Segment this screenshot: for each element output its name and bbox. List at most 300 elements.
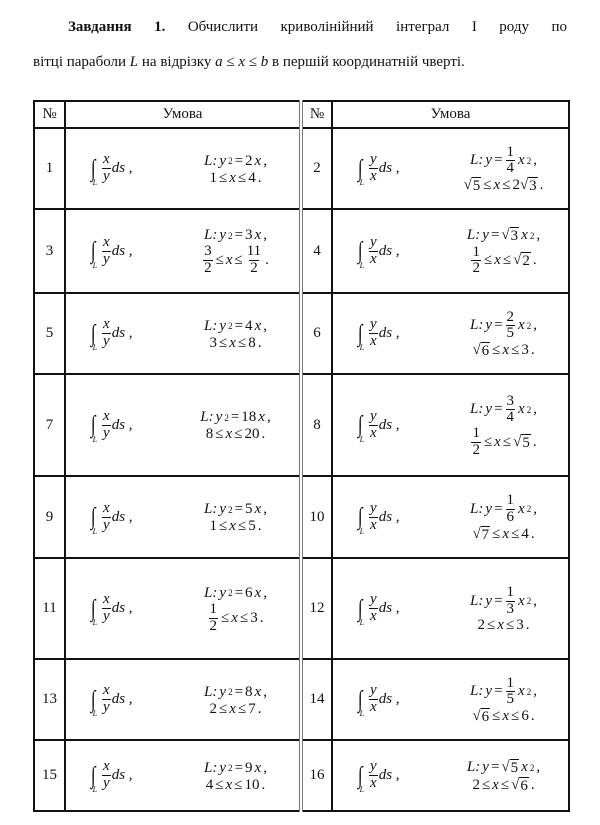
math-value (245, 585, 253, 602)
denominator: x (370, 516, 377, 533)
differential: ds , (111, 416, 133, 433)
le-sign: ≤ (511, 708, 520, 725)
math-value (505, 310, 517, 343)
punctuation: , (533, 317, 537, 334)
fraction (369, 235, 378, 268)
math-value (244, 777, 259, 794)
integral-sign: ∫ (357, 155, 363, 182)
number: 4 (521, 525, 529, 542)
punctuation: . (539, 177, 544, 194)
denominator: 2 (472, 260, 480, 277)
curve-condition (439, 753, 568, 798)
punctuation: , (536, 759, 541, 776)
denominator: 3 (506, 600, 515, 617)
denominator: 2 (250, 260, 258, 276)
denominator: 5 (506, 691, 515, 708)
exponent: 2 (228, 230, 233, 241)
math-value (245, 684, 253, 701)
math-value (505, 394, 517, 427)
equals: = (494, 401, 503, 418)
interval (464, 177, 544, 195)
variable: y (219, 683, 227, 700)
punctuation: , (533, 152, 537, 169)
math-value (248, 335, 256, 352)
equals: = (494, 500, 503, 517)
curve-equation (204, 227, 267, 244)
integral-subscript: L (359, 434, 365, 444)
variable: x (254, 227, 262, 244)
math-value (521, 342, 529, 359)
punctuation: . (257, 334, 262, 351)
interval (208, 602, 264, 635)
denominator: y (103, 775, 110, 791)
punctuation: , (533, 592, 537, 609)
differential: ds , (378, 767, 400, 783)
number: 10 (244, 776, 260, 793)
integrand (357, 235, 439, 268)
condition-cell (65, 209, 301, 293)
denominator: y (103, 516, 110, 533)
integrand (90, 317, 172, 350)
fraction (102, 683, 111, 716)
math-value (505, 585, 517, 618)
integral-sign: ∫ (90, 504, 96, 530)
math-value (464, 177, 482, 195)
task-number-cell: 1 (34, 128, 65, 209)
integrand (90, 501, 172, 534)
curve-condition (172, 579, 299, 639)
condition-cell (332, 293, 569, 374)
curve-symbol: L (129, 54, 139, 70)
square-root (513, 252, 531, 270)
table-row (34, 293, 569, 374)
fraction (369, 759, 378, 792)
exponent: 2 (526, 686, 532, 697)
table-row (34, 558, 569, 659)
integral-sign: ∫ (357, 504, 363, 530)
math-value (250, 610, 258, 627)
fraction (506, 585, 516, 618)
variable: x (502, 342, 510, 359)
radicand: 2 (522, 253, 530, 269)
task-text-line1: Обчислити криволінійний інтеграл I роду по (187, 19, 567, 35)
square-root (501, 227, 519, 245)
math-value (241, 409, 256, 426)
denominator: 4 (506, 409, 515, 426)
le-sign: ≤ (215, 776, 224, 793)
math-value (512, 177, 537, 195)
curve-equation (467, 227, 540, 245)
integrand (357, 759, 439, 792)
task-text: в першій координатній чверті. (272, 54, 465, 70)
task-number: Завдання 1. (68, 19, 166, 35)
variable: x (518, 592, 525, 609)
exponent: 2 (228, 156, 233, 166)
square-root (472, 342, 490, 360)
le-sign: ≤ (219, 334, 228, 351)
fraction (102, 759, 111, 792)
exponent: 2 (526, 596, 532, 606)
variable: x (497, 617, 504, 634)
punctuation: , (263, 683, 267, 700)
fraction (102, 592, 111, 625)
curve-label: L: (204, 759, 218, 776)
fraction (506, 394, 516, 427)
integral-subscript: L (92, 618, 98, 627)
punctuation: , (263, 317, 267, 334)
integral-sign: ∫ (90, 762, 96, 789)
number: 18 (241, 409, 257, 425)
table-row (34, 128, 569, 209)
interval (472, 342, 534, 360)
radicand: 5 (522, 434, 530, 451)
numerator: y (370, 233, 377, 250)
task-number-cell: 3 (34, 209, 65, 293)
equals: = (494, 683, 503, 700)
curve-equation (470, 394, 537, 427)
denominator: 2 (209, 617, 218, 634)
variable: x (231, 609, 238, 626)
variable: y (485, 317, 493, 334)
number: 6 (245, 584, 253, 601)
interval (210, 701, 262, 718)
equals: = (234, 584, 244, 601)
variable: y (485, 401, 493, 418)
curve-condition (172, 495, 299, 539)
differential: ds , (111, 767, 133, 783)
radical-sign: √ (513, 252, 522, 268)
variable: y (485, 152, 493, 169)
number: 9 (245, 759, 253, 776)
exponent: 2 (526, 404, 532, 415)
punctuation: . (257, 700, 262, 717)
integral-sign: ∫ (90, 595, 96, 622)
differential: ds , (111, 600, 133, 616)
integral-subscript: L (359, 618, 365, 627)
variable: x (493, 177, 501, 194)
task-number-cell: 2 (301, 128, 332, 209)
integral-subscript: L (92, 178, 98, 187)
fraction (369, 409, 378, 442)
exponent: 2 (529, 762, 535, 773)
task-number-cell: 6 (301, 293, 332, 374)
square-root (511, 777, 529, 795)
fraction (471, 245, 481, 278)
condition-cell (332, 558, 569, 659)
denominator: 2 (204, 260, 212, 276)
numerator: 1 (472, 425, 480, 441)
table-header (34, 101, 569, 128)
numerator: y (370, 682, 377, 699)
numerator: x (103, 316, 110, 333)
le-sign: ≤ (237, 518, 247, 534)
curve-equation (204, 501, 267, 518)
number: 3 (209, 334, 218, 351)
condition-cell (332, 374, 569, 476)
number: 8 (205, 426, 214, 442)
fraction (506, 493, 516, 526)
curve-condition (439, 139, 568, 199)
table-row (34, 374, 569, 476)
le-sign: ≤ (483, 252, 493, 269)
differential: ds , (378, 600, 400, 616)
variable: x (229, 518, 236, 534)
curve-label: L: (470, 317, 484, 334)
punctuation: . (257, 518, 262, 534)
integral-sign: ∫ (357, 412, 363, 438)
differential: ds , (378, 508, 400, 525)
numerator: 3 (506, 392, 515, 409)
denominator: x (370, 699, 377, 715)
variable: y (219, 317, 227, 334)
task-number-cell: 16 (301, 740, 332, 811)
le-sign: ≤ (492, 525, 501, 542)
variable: x (494, 433, 501, 450)
le-sign: ≤ (234, 426, 243, 442)
curve-label: L: (466, 759, 481, 776)
math-value (206, 426, 214, 443)
integral-sign: ∫ (357, 238, 363, 264)
differential: ds , (111, 691, 133, 707)
denominator: x (370, 775, 377, 791)
interval (210, 518, 262, 535)
equals: = (234, 501, 244, 517)
equals: = (494, 317, 503, 334)
integrand (357, 592, 439, 625)
punctuation: . (261, 426, 266, 442)
math-value (505, 145, 517, 178)
punctuation: , (266, 409, 271, 425)
fraction (369, 592, 378, 625)
table-row (34, 740, 569, 811)
fraction (506, 676, 516, 709)
exponent: 2 (224, 412, 229, 423)
math-value (245, 501, 253, 518)
le-sign: ≤ (511, 525, 520, 542)
le-sign: ≤ (483, 433, 493, 450)
table-row (34, 659, 569, 740)
number: 5 (245, 501, 253, 517)
condition-cell (332, 659, 569, 740)
le-sign: ≤ (215, 426, 224, 442)
condition-cell (332, 740, 569, 811)
curve-equation (204, 153, 267, 170)
square-root (472, 708, 490, 726)
numerator: y (370, 407, 377, 424)
interval (470, 245, 536, 278)
interval (472, 777, 534, 795)
number: 4 (245, 317, 253, 334)
number: 4 (248, 169, 256, 186)
integral-sign: ∫ (357, 686, 363, 713)
curve-label: L: (204, 501, 218, 517)
punctuation: . (530, 776, 535, 793)
curve-label: L: (470, 500, 484, 517)
math-value (478, 617, 486, 634)
le-sign: ≤ (219, 169, 228, 186)
variable: y (482, 759, 489, 776)
number: 3 (516, 617, 524, 634)
punctuation: , (263, 584, 267, 601)
condition-cell (65, 558, 301, 659)
curve-condition (439, 388, 568, 463)
radicand: 7 (481, 526, 490, 543)
integral-subscript: L (359, 785, 365, 794)
numerator: 2 (506, 308, 515, 325)
task-number-cell: 7 (34, 374, 65, 476)
le-sign: ≤ (234, 252, 243, 268)
integrand (357, 152, 439, 185)
radical-sign: √ (472, 525, 481, 542)
curve-label: L: (204, 227, 218, 244)
math-value (521, 526, 529, 543)
fraction (506, 145, 516, 178)
curve-condition (439, 579, 568, 639)
math-value (248, 170, 256, 187)
number: 2 (477, 617, 486, 634)
integrand (357, 683, 439, 716)
variable: x (494, 252, 501, 269)
condition-cell (65, 659, 301, 740)
task-number-cell: 8 (301, 374, 332, 476)
table-row (34, 476, 569, 558)
integral-sign: ∫ (90, 686, 96, 713)
fraction (203, 244, 213, 277)
numerator: x (103, 151, 110, 168)
radical-sign: √ (513, 433, 522, 450)
integral-subscript: L (92, 526, 98, 536)
le-sign: ≤ (487, 617, 496, 634)
curve-equation (204, 684, 267, 701)
variable: x (225, 252, 233, 268)
punctuation: . (530, 525, 535, 542)
math-value (472, 526, 490, 544)
fraction (102, 152, 111, 185)
math-value (472, 342, 490, 360)
fraction (471, 426, 481, 459)
condition-cell (65, 476, 301, 558)
exponent: 2 (526, 504, 532, 515)
punctuation: , (263, 227, 267, 244)
numerator: 1 (209, 600, 218, 617)
variable: x (518, 500, 525, 517)
integral-sign: ∫ (357, 595, 363, 622)
math-value (505, 676, 517, 709)
punctuation: . (265, 252, 269, 268)
variable: x (254, 317, 262, 334)
math-value (248, 701, 256, 718)
math-value (505, 493, 517, 526)
number: 6 (521, 708, 529, 725)
le-sign: ≤ (237, 700, 247, 717)
interval (210, 335, 262, 352)
numerator: 1 (506, 492, 515, 508)
curve-equation (204, 760, 267, 777)
curve-condition (439, 304, 568, 364)
number: 2 (245, 152, 253, 169)
math-value (244, 426, 259, 443)
square-root (513, 434, 531, 452)
variable: x (521, 227, 528, 244)
variable: y (219, 759, 227, 776)
integral-subscript: L (359, 709, 365, 718)
variable: x (254, 501, 262, 517)
integral-sign: ∫ (90, 155, 96, 182)
equals: = (234, 759, 244, 776)
punctuation: . (261, 776, 266, 793)
integral-sign: ∫ (90, 238, 96, 264)
curve-condition (172, 312, 299, 356)
integral-subscript: L (92, 785, 98, 794)
square-root (501, 759, 519, 777)
condition-cell (332, 128, 569, 209)
denominator: x (370, 250, 377, 267)
curve-equation (467, 759, 540, 777)
curve-equation (204, 585, 267, 602)
math-value (245, 318, 253, 335)
coefficient: 2 (512, 177, 520, 194)
math-value (501, 759, 519, 777)
le-sign: ≤ (221, 609, 230, 626)
radical-sign: √ (501, 227, 510, 243)
variable: y (485, 683, 493, 700)
variable: x (225, 776, 233, 793)
variable: y (219, 227, 227, 244)
radicand: 6 (520, 777, 528, 794)
variable: y (219, 152, 227, 169)
integral-sign: ∫ (357, 762, 363, 789)
integral-subscript: L (92, 434, 98, 444)
denominator: y (103, 424, 110, 441)
radicand: 6 (481, 343, 490, 359)
math-value (472, 708, 490, 726)
math-value (208, 602, 220, 635)
task-number-cell: 5 (34, 293, 65, 374)
numerator: y (370, 151, 377, 168)
radical-sign: √ (472, 342, 481, 358)
equals: = (234, 152, 244, 169)
task-number-cell: 15 (34, 740, 65, 811)
fraction (102, 235, 111, 268)
interval (206, 426, 265, 443)
integrand (90, 592, 172, 625)
differential: ds , (111, 508, 133, 525)
numerator: y (370, 758, 377, 775)
differential: ds , (111, 160, 133, 176)
numerator: 3 (204, 243, 212, 260)
condition-cell (65, 740, 301, 811)
curve-label: L: (204, 317, 218, 334)
interval (470, 426, 536, 459)
exponent: 2 (228, 321, 233, 331)
equals: = (490, 759, 500, 776)
punctuation: , (533, 401, 537, 418)
le-sign: ≤ (481, 776, 491, 793)
differential: ds , (378, 160, 400, 176)
curve-label: L: (204, 683, 218, 700)
fraction (369, 501, 378, 534)
denominator: y (103, 333, 110, 349)
math-value (245, 227, 253, 244)
integrand (357, 317, 439, 350)
square-root (520, 177, 538, 195)
numerator: x (103, 499, 110, 516)
numerator: 1 (506, 583, 515, 600)
square-root (464, 177, 482, 195)
curve-label: L: (470, 401, 484, 418)
le-sign: ≤ (239, 609, 249, 626)
math-value (470, 245, 482, 278)
